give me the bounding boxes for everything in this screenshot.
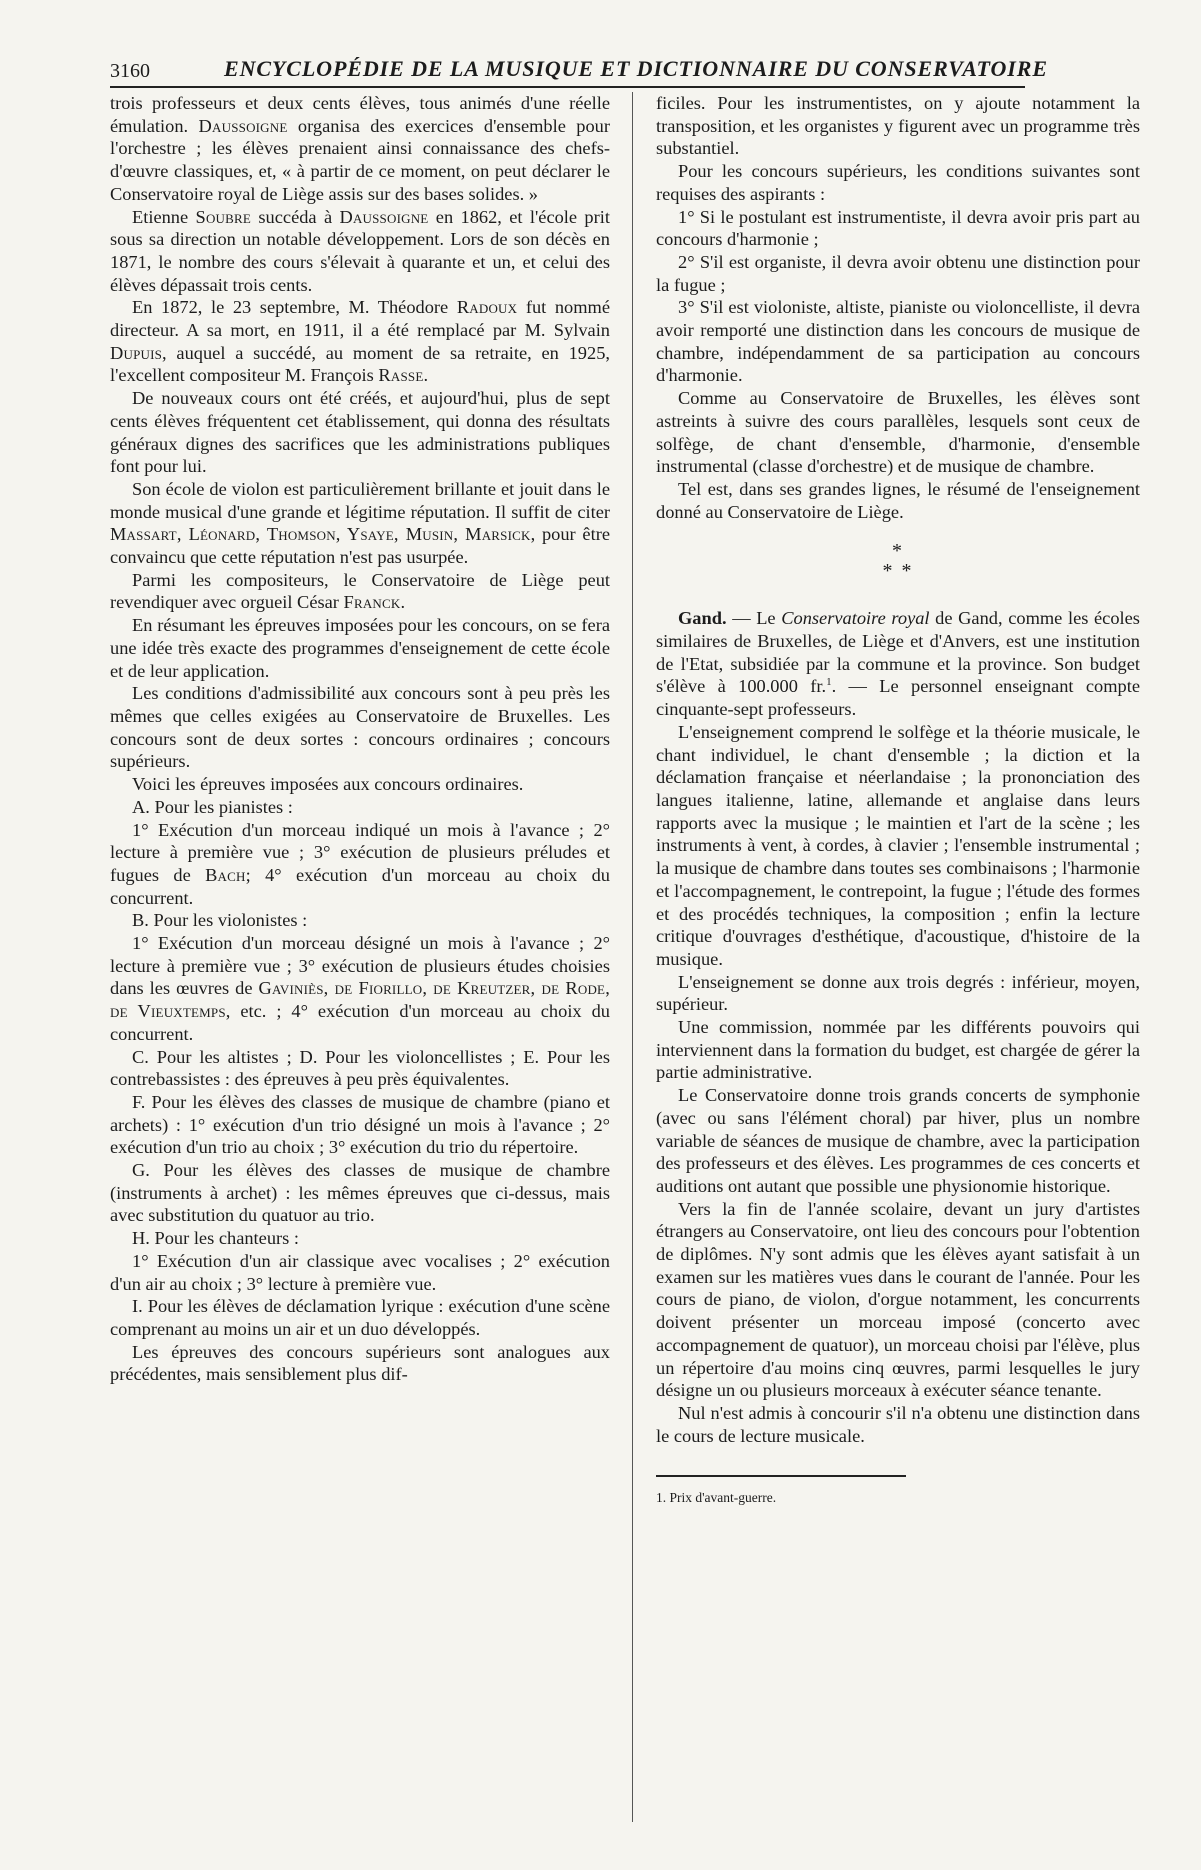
paragraph: Voici les épreuves imposées aux concours ordinaires. (132, 774, 524, 795)
asterism-separator: * * * (882, 540, 914, 583)
paragraph: ficiles. Pour les instrumentistes, on y ajoute notamment la transposition, et les organistes y figurent avec un programme très substantiel. (656, 93, 1140, 159)
paragraph: B. Pour les violonistes : (132, 910, 308, 931)
paragraph: G. Pour les élèves des classes de musique de chambre (instruments à archet) : les mêmes épreuves que ci-dessus, mais avec substitution du quatuor au trio. (110, 1160, 610, 1226)
right-column (656, 92, 1140, 1862)
paragraph: Pour les concours supérieurs, les conditions suivantes sont requises des aspirants : (656, 161, 1140, 204)
paragraph: Les épreuves des concours supérieurs sont analogues aux précédentes, mais sensiblement plus dif- (110, 1341, 610, 1385)
paragraph: Gand. — Le Conservatoire royal de Gand, comme les écoles similaires de Bruxelles, de Liège et d'Anvers, est une institution de l'Etat, subsidiée par la commune et la province. Son budget s'élève à 100.000 fr.$^1$. — Le personnel enseignant compte cinquante-sept professeurs. (656, 608, 1140, 720)
running-title: ENCYCLOPÉDIE DE LA MUSIQUE ET DICTIONNAIRE DU CONSERVATOIRE (224, 56, 1048, 81)
paragraph: Tel est, dans ses grandes lignes, le résumé de l'enseignement donné au Conservatoire de Liège. (656, 478, 1140, 522)
paragraph: 1° Exécution d'un morceau indiqué un mois à l'avance ; 2° lecture à première vue ; 3° exécution de plusieurs préludes et fugues de Bach; 4° exécution d'un morceau au choix du concurrent. (110, 819, 610, 908)
paragraph: 1° Si le postulant est instrumentiste, il devra avoir pris part au concours d'harmonie ; (656, 206, 1140, 250)
paragraph: Vers la fin de l'année scolaire, devant un jury d'artistes étrangers au Conservatoire, ont lieu des concours pour l'obtention de diplômes. N'y sont admis que les élèves ayant satisfait à un examen sur les matières vues dans le courant de l'année. Pour les cours de piano, de violon, d'orgue notamment, les concurrents doivent présenter un morceau imposé (concerto avec accompagnement de quatuor), un morceau choisi par l'élève, plus un répertoire d'au moins cinq œuvres, parmi lesquelles le jury désigne un ou plusieurs morceaux à exécuter séance tenante. (656, 1198, 1140, 1401)
paragraph: L'enseignement se donne aux trois degrés : inférieur, moyen, supérieur. (656, 971, 1140, 1015)
page-header (110, 52, 1048, 88)
footnote: 1. Prix d'avant-guerre. (656, 1490, 777, 1506)
paragraph: 1° Exécution d'un air classique avec vocalises ; 2° exécution d'un air au choix ; 3° lecture à première vue. (110, 1250, 610, 1294)
paragraph: A. Pour les pianistes : (132, 796, 293, 817)
paragraph: C. Pour les altistes ; D. Pour les violoncellistes ; E. Pour les contrebassistes : des épreuves à peu près équivalentes. (110, 1046, 610, 1090)
paragraph: Le Conservatoire donne trois grands concerts de symphonie (avec ou sans l'élément choral) par hiver, plus un nombre variable de séances de musique de chambre, avec la participation des professeurs et des élèves. Les programmes de ces concerts et auditions ont autant que possible une physionomie historique. (656, 1085, 1140, 1196)
paragraph: Les conditions d'admissibilité aux concours sont à peu près les mêmes que celles exigées au Conservatoire de Bruxelles. Les concours sont de deux sortes : concours ordinaires ; concours supérieurs. (110, 683, 610, 772)
paragraph: 1° Exécution d'un morceau désigné un mois à l'avance ; 2° lecture à première vue ; 3° exécution de plusieurs études choisies dans les œuvres de Gaviniès, de Fiorillo, de Kreutzer, de Rode, de Vieuxtemps, etc. ; 4° exécution d'un morceau au choix du concurrent. (110, 933, 610, 1044)
column-divider (632, 92, 633, 1822)
paragraph: De nouveaux cours ont été créés, et aujourd'hui, plus de sept cents élèves fréquentent cet établissement, qui donna des résultats généraux dignes des sacrifices que les administrations publiques font pour lui. (110, 388, 610, 477)
paragraph: trois professeurs et deux cents élèves, tous animés d'une réelle émulation. Daussoigne organisa des exercices d'ensemble pour l'orchestre ; les élèves prenaient ainsi connaissance des chefs-d'œuvre classiques, et, « à partir de ce moment, on peut déclarer le Conservatoire royal de Liège assis sur des bases solides. » (110, 93, 610, 204)
paragraph: Son école de violon est particulièrement brillante et jouit dans le monde musical d'une grande et légitime réputation. Il suffit de citer Massart, Léonard, Thomson, Ysaye, Musin, Marsick, pour être convaincu que cette réputation n'est pas usurpée. (110, 478, 610, 568)
paragraph: Comme au Conservatoire de Bruxelles, les élèves sont astreints à suivre des cours parallèles, lesquels sont ceux de solfège, de chant d'ensemble, d'harmonie, d'ensemble instrumental (classe d'orchestre) et de musique de chambre. (656, 388, 1140, 477)
paragraph: 2° S'il est organiste, il devra avoir obtenu une distinction pour la fugue ; (656, 251, 1140, 295)
paragraph: H. Pour les chanteurs : (132, 1228, 300, 1249)
page-number: 3160 (110, 60, 150, 82)
paragraph: Une commission, nommée par les différents pouvoirs qui interviennent dans la formation du budget, est chargée de gérer la partie administrative. (656, 1017, 1140, 1083)
paragraph: Parmi les compositeurs, le Conservatoire de Liège peut revendiquer avec orgueil César Franck. (110, 569, 610, 613)
footnote-rule (656, 1475, 906, 1477)
paragraph: Nul n'est admis à concourir s'il n'a obtenu une distinction dans le cours de lecture musicale. (656, 1402, 1140, 1446)
paragraph: L'enseignement comprend le solfège et la théorie musicale, le chant individuel, le chant d'ensemble ; la diction et la déclamation française et néerlandaise ; la prononciation des langues italienne, latine, allemande et anglaise dans leurs rapports avec la musique ; le maintien et l'art de la scène ; les instruments à vent, à cordes, à clavier ; l'ensemble instrumental ; la musique de chambre dans toutes ses combinaisons ; l'harmonie et l'accompagnement, le contrepoint, la fugue ; l'étude des formes et des procédés techniques, la composition ; enfin la lecture critique d'ouvrages d'esthétique, d'acoustique, d'histoire de la musique. (656, 721, 1140, 969)
paragraph: En 1872, le 23 septembre, M. Théodore Radoux fut nommé directeur. A sa mort, en 1911, il a été remplacé par M. Sylvain Dupuis, auquel a succédé, au moment de sa retraite, en 1925, l'excellent compositeur M. François Rasse. (110, 297, 611, 386)
paragraph: I. Pour les élèves de déclamation lyrique : exécution d'une scène comprenant au moins un air et un duo développés. (110, 1296, 610, 1339)
paragraph: En résumant les épreuves imposées pour les concours, on se fera une idée très exacte des programmes d'enseignement de cette école et de leur application. (110, 615, 610, 681)
paragraph: 3° S'il est violoniste, altiste, pianiste ou violoncelliste, il devra avoir remporté une distinction dans les concours de musique de chambre, indépendamment de sa participation au concours d'harmonie. (656, 297, 1140, 386)
paragraph: F. Pour les élèves des classes de musique de chambre (piano et archets) : 1° exécution d'un trio désigné un mois à l'avance ; 2° exécution d'un trio au choix ; 3° exécution du trio du répertoire. (110, 1091, 610, 1158)
paragraph: Etienne Soubre succéda à Daussoigne en 1862, et l'école prit sous sa direction un notable développement. Lors de son décès en 1871, le nombre des cours s'élevait à quarante et un, et celui des élèves dépassait trois cents. (110, 206, 610, 295)
left-column (110, 92, 610, 1862)
